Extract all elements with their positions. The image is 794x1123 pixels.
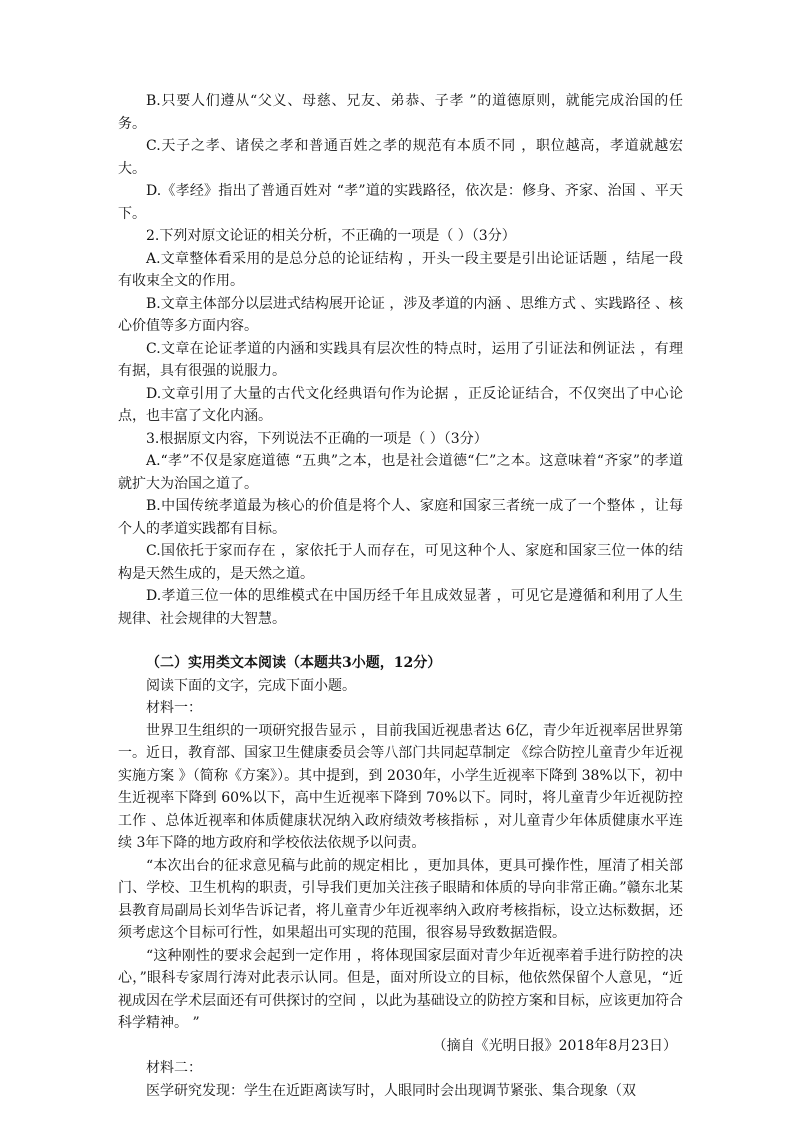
q2-stem: 2.下列对原文论证的相关分析，不正确的一项是（ ）（3分） [146, 228, 516, 244]
material2-label: 材料二： [146, 1060, 202, 1076]
section2-instruction: 阅读下面的文字，完成下面小题。 [146, 677, 356, 694]
section2-heading: （二）实用类文本阅读（本题共3小题，12分） [146, 655, 442, 671]
material1-source: （摘自《光明日报》2018年8月23日） [432, 1037, 677, 1054]
q3-option-c: C.国依托于家而存在 ，家依托于人而存在，可见这种个人、家庭和国家三位一体的结构是天然生成的，是天然之道。 [118, 543, 683, 582]
section-gap [118, 630, 683, 652]
q1-option-b: B.只要人们遵从“父义、母慈、兄友、弟恭、子孝 ”的道德原则，就能完成治国的任务。 [118, 93, 683, 132]
q1-option-d: D.《孝经》指出了普通百姓对 “孝”道的实践路径，依次是：修身、齐家、治国 、平天下。 [118, 183, 683, 222]
q3-option-d: D.孝道三位一体的思维模式在中国历经千年且成效显著 ，可见它是遵循和利用了人生规律、社会规律的大智慧。 [118, 588, 683, 627]
q2-option-c: C.文章在论证孝道的内涵和实践具有层次性的特点时，运用了引证法和例证法 ，有理有据，具有很强的说服力。 [118, 340, 683, 379]
q3-stem: 3.根据原文内容，下列说法不正确的一项是（ ）（3分） [146, 430, 488, 447]
material1-paragraph-2: “本次出台的征求意见稿与此前的规定相比 ，更加具体，更具可操作性，厘清了相关部门、学校、卫生机构的职责，引导我们更加关注孩子眼睛和体质的导向非常正确。”赣东北某县教育局副局长刘华告诉记者，将儿童青少年近视率纳入政府考核指标，设立达标数据，还须考虑这个目标可行性，如果超出可实现的范围，很容易导致数据造假。 [118, 857, 683, 941]
material1-label: 材料一： [146, 700, 202, 716]
material2-paragraph: 医学研究发现：学生在近距离读写时，人眼同时会出现调节紧张、集合现象（双 [146, 1082, 636, 1099]
q3-option-a: A.“孝”不仅是家庭道德 “五典”之本，也是社会道德“仁”之本。这意味着“齐家”的孝道就扩大为治国之道了。 [118, 453, 683, 492]
material1-paragraph-1: 世界卫生组织的一项研究报告显示 ，目前我国近视患者达 6亿，青少年近视率居世界第一。近日，教育部、国家卫生健康委员会等八部门共同起草制定 《综合防控儿童青少年近视实施方案 》（简称《方案》）。其中提到，到 2030年，小学生近视率下降到 38%以下，初中生近视率下降到 60%以下，高中生近视率下降到 70%以下。同时，将儿童青少年近视防控工作 、总体近视率和体质健康状况纳入政府绩效考核指标 ，对儿童青少年体质健康水平连续 3年下降的地方政府和学校依法依规予以问责。 [118, 722, 683, 851]
q1-option-c: C.天子之孝、诸侯之孝和普通百姓之孝的规范有本质不同 ，职位越高，孝道就越宏大。 [118, 138, 683, 177]
document-page [118, 90, 683, 1102]
material1-paragraph-3: “这种刚性的要求会起到一定作用 ，将体现国家层面对青少年近视率着手进行防控的决心，”眼科专家周行涛对此表示认同。但是，面对所设立的目标，他依然保留个人意见，“近视成因在学术层面还有可供探讨的空间 ，以此为基础设立的防控方案和目标，应该更加符合科学精神。 ” [118, 947, 683, 1031]
q2-option-b: B.文章主体部分以层进式结构展开论证 ，涉及孝道的内涵 、思维方式 、实践路径 、核心价值等多方面内容。 [118, 295, 683, 334]
q3-option-b: B.中国传统孝道最为核心的价值是将个人、家庭和国家三者统一成了一个整体 ，让每个人的孝道实践都有目标。 [118, 498, 683, 537]
q2-option-a: A.文章整体看采用的是总分总的论证结构 ，开头一段主要是引出论证话题 ，结尾一段有收束全文的作用。 [118, 250, 683, 289]
q2-option-d: D.文章引用了大量的古代文化经典语句作为论据 ，正反论证结合，不仅突出了中心论点，也丰富了文化内涵。 [118, 385, 683, 424]
